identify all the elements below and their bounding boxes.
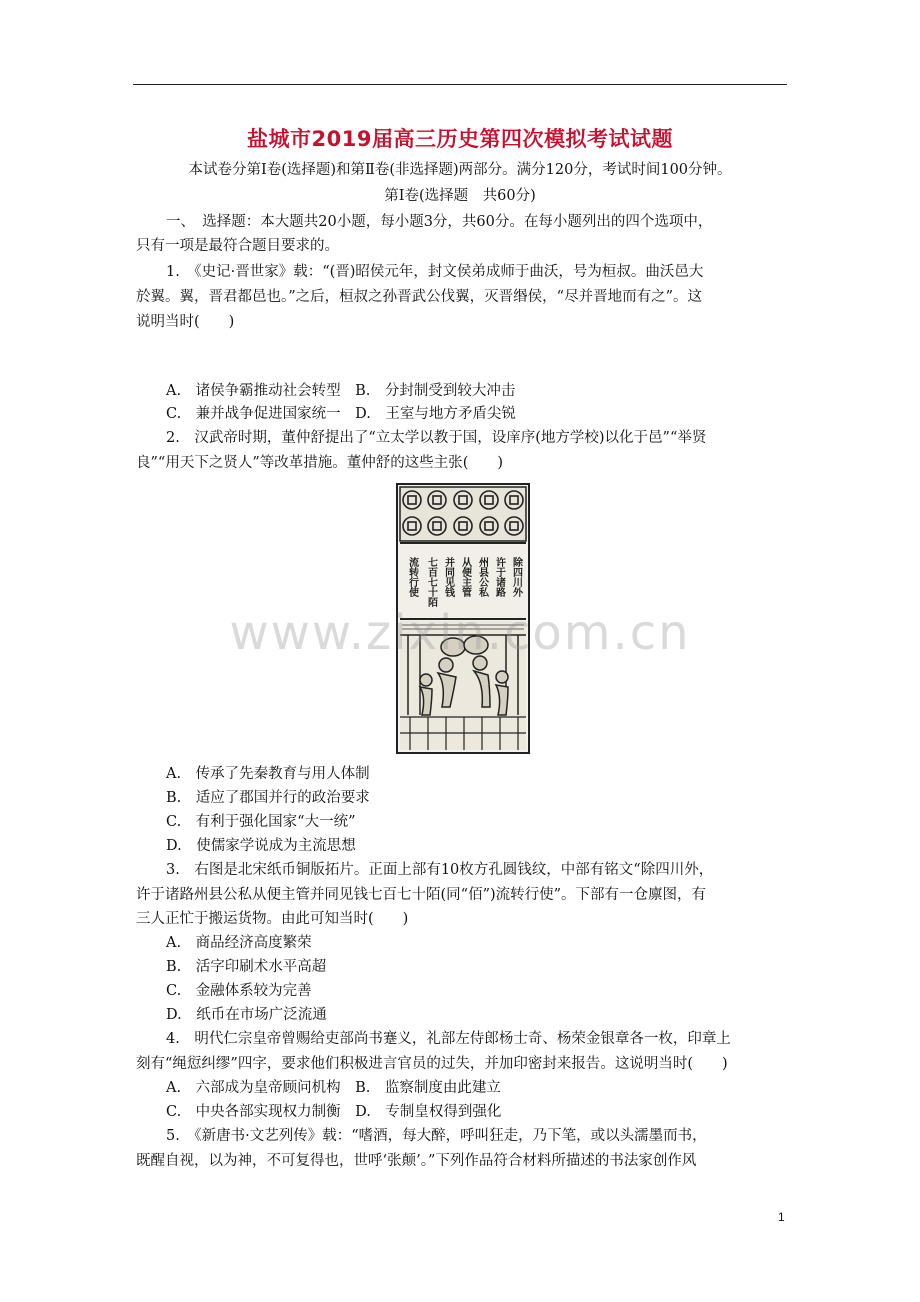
q5-stem-line: 既醒自视，以为神，不可复得也，世呼‘张颠’。”下列作品符合材料所描述的书法家创作风 bbox=[136, 1153, 697, 1169]
q1-stem-line: 说明当时( ) bbox=[136, 314, 235, 330]
q3-stem-line: 3. 右图是北宋纸币铜版拓片。正面上部有10枚方孔圆钱纹，中部有铭文“除四川外， bbox=[166, 862, 714, 878]
inscription-column: 流转行使 bbox=[406, 557, 418, 597]
watermark: www.zixin.com.cn bbox=[229, 605, 691, 661]
exam-title: 盐城市2019届高三历史第四次模拟考试试题 bbox=[247, 127, 673, 151]
q1-option-line: C. 兼并战争促进国家统一 D. 王室与地方矛盾尖锐 bbox=[166, 406, 516, 422]
q3-option-line: C. 金融体系较为完善 bbox=[166, 983, 312, 999]
q2-stem-line: 良”“用天下之贤人”等改革措施。董仲舒的这些主张( ) bbox=[136, 455, 504, 471]
q1-option-line: A. 诸侯争霸推动社会转型 B. 分封制受到较大冲击 bbox=[166, 383, 516, 399]
q5-stem-line: 5. 《新唐书·文艺列传》载：“嗜酒，每大醉，呼叫狂走，乃下笔，或以头濡墨而书， bbox=[166, 1128, 707, 1144]
q2-option-line: C. 有利于强化国家“大一统” bbox=[166, 814, 356, 830]
q1-stem-line: 1. 《史记·晋世家》载：“(晋)昭侯元年，封文侯弟成师于曲沃，号为桓叔。曲沃邑大 bbox=[166, 264, 704, 280]
q4-stem-line: 4. 明代仁宗皇帝曾赐给吏部尚书蹇义，礼部左侍郎杨士奇、杨荣金银章各一枚，印章上 bbox=[166, 1031, 731, 1047]
inscription-column: 并同见钱 bbox=[442, 557, 454, 597]
exam-intro: 本试卷分第Ⅰ卷(选择题)和第Ⅱ卷(非选择题)两部分。满分120分，考试时间100分钟。 bbox=[188, 162, 732, 178]
q2-option-line: A. 传承了先秦教育与用人体制 bbox=[166, 766, 370, 782]
inscription-column: 除四川外 bbox=[510, 557, 522, 597]
q3-stem-line: 许于诸路州县公私从便主管并同见钱七百七十陌(同“佰”)流转行使”。下部有一仓廪图，有 bbox=[136, 887, 707, 903]
q3-option-line: A. 商品经济高度繁荣 bbox=[166, 935, 312, 951]
inscription-column: 许于诸路 bbox=[493, 557, 505, 597]
q2-stem-line: 2. 汉武帝时期，董仲舒提出了“立太学以教于国，设庠序(地方学校)以化于邑”“举贤 bbox=[166, 430, 707, 446]
q4-option-line: C. 中央各部实现权力制衡 D. 专制皇权得到强化 bbox=[166, 1104, 502, 1120]
q1-stem-line: 於翼。翼，晋君都邑也。”之后，桓叔之孙晋武公伐翼，灭晋缗侯，“尽并晋地而有之”。这 bbox=[136, 289, 702, 305]
q3-option-line: B. 活字印刷术水平高超 bbox=[166, 959, 327, 975]
inscription-column: 七百七十陌 bbox=[425, 557, 437, 607]
q4-option-line: A. 六部成为皇帝顾问机构 B. 监察制度由此建立 bbox=[166, 1080, 501, 1096]
page-number: 1 bbox=[778, 1210, 785, 1224]
inscription-column: 州县公私 bbox=[476, 557, 488, 597]
header-rule bbox=[133, 84, 787, 85]
part1-heading: 第Ⅰ卷(选择题 共60分) bbox=[384, 188, 536, 204]
section-intro-line: 一、 选择题：本大题共20小题，每小题3分，共60分。在每小题列出的四个选项中， bbox=[166, 214, 713, 230]
section-intro-line: 只有一项是最符合题目要求的。 bbox=[136, 238, 339, 254]
q3-stem-line: 三人正忙于搬运货物。由此可知当时( ) bbox=[136, 911, 409, 927]
q2-option-line: B. 适应了郡国并行的政治要求 bbox=[166, 790, 370, 806]
q4-stem-line: 刻有“绳愆纠缪”四字，要求他们积极进言官员的过失，并加印密封来报告。这说明当时( ) bbox=[136, 1056, 728, 1072]
q2-option-line: D. 使儒家学说成为主流思想 bbox=[166, 838, 356, 854]
inscription-column: 从便主管 bbox=[459, 557, 471, 597]
q3-option-line: D. 纸币在市场广泛流通 bbox=[166, 1007, 327, 1023]
